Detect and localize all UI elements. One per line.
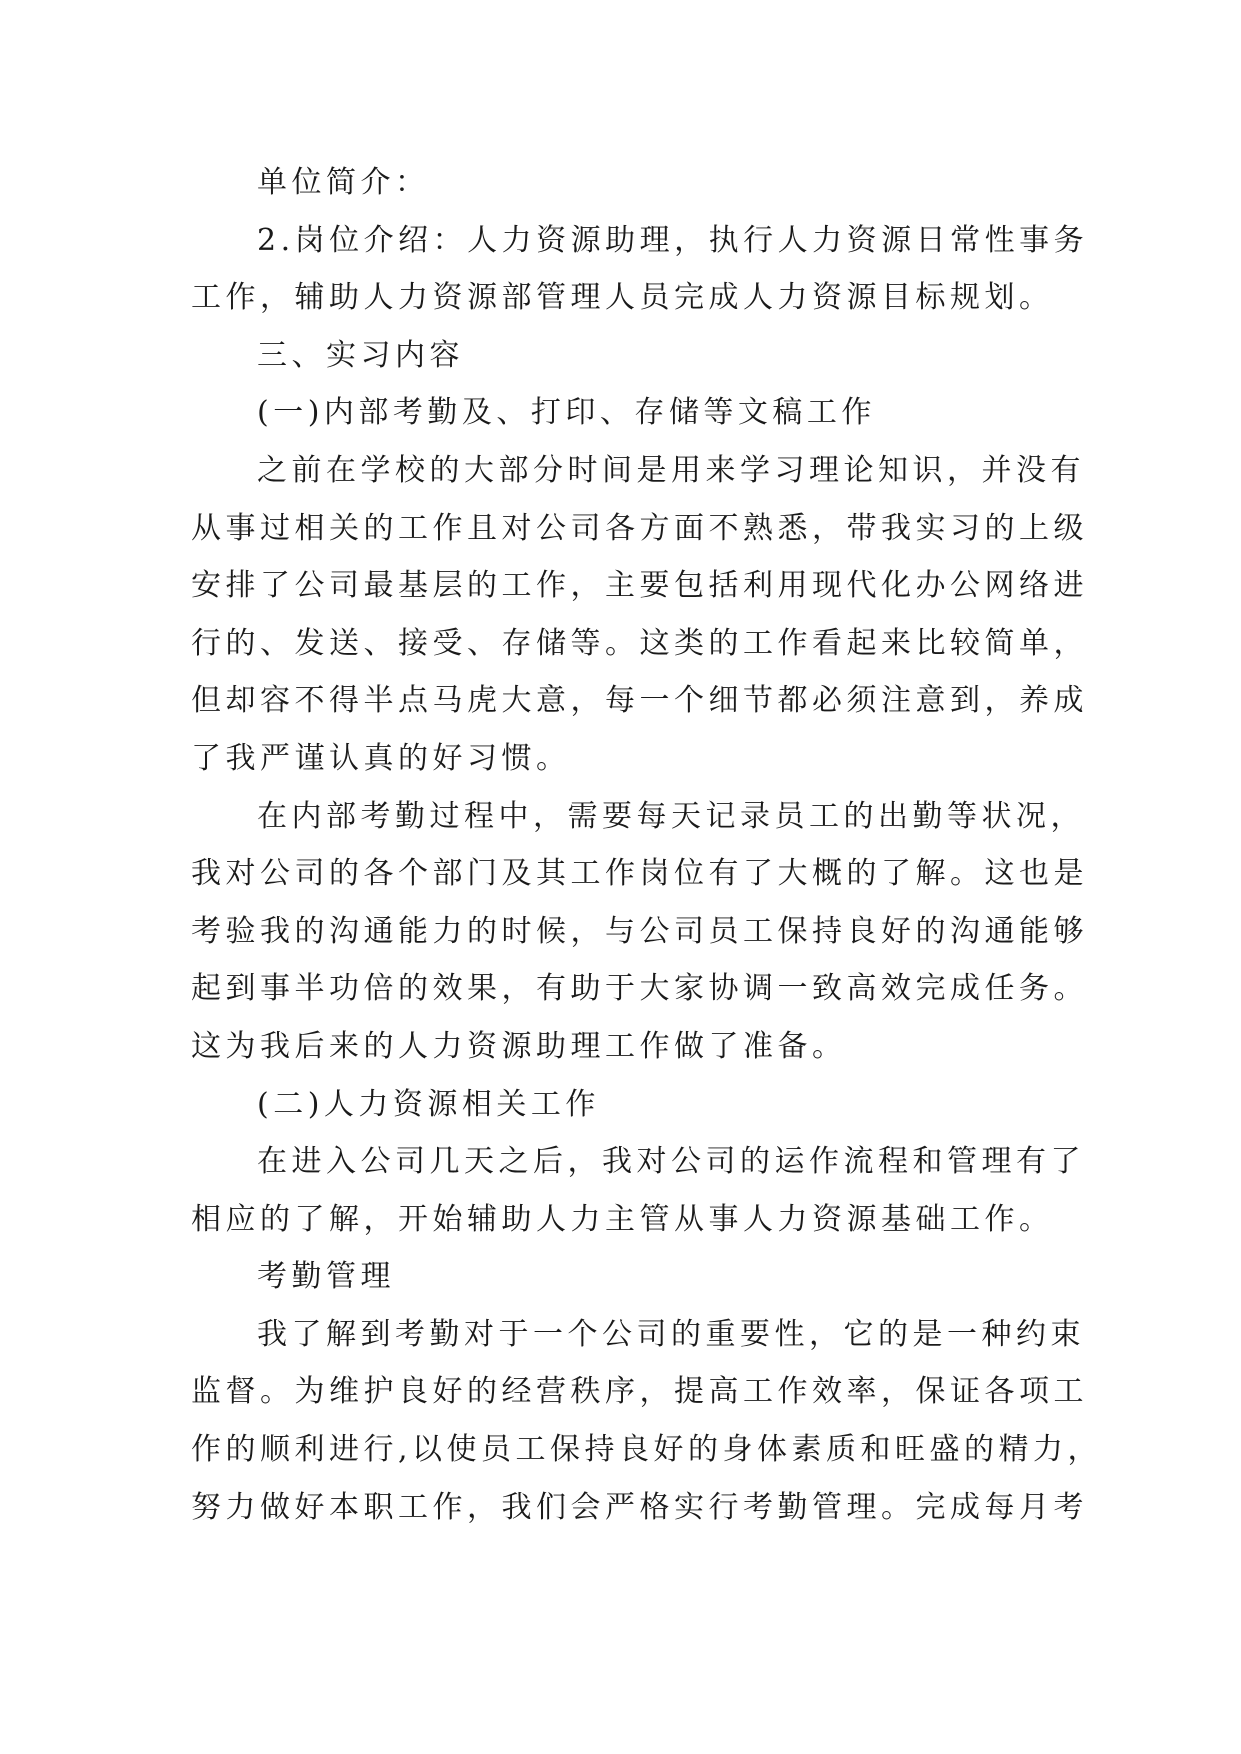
section-heading: 三、实习内容 bbox=[257, 337, 464, 373]
paragraph-line: 作的顺利进行,以使员工保持良好的身体素质和旺盛的精力， bbox=[191, 1432, 1103, 1468]
paragraph-line: 我对公司的各个部门及其工作岗位有了大概的了解。这也是 bbox=[191, 856, 1088, 892]
paragraph-line: 工作，辅助人力资源部管理人员完成人力资源目标规划。 bbox=[191, 280, 1054, 316]
paragraph-line: 监督。为维护良好的经营秩序，提高工作效率，保证各项工 bbox=[191, 1374, 1088, 1410]
paragraph-line: 行的、发送、接受、存储等。这类的工作看起来比较简单， bbox=[191, 625, 1088, 661]
paragraph-line: 努力做好本职工作，我们会严格实行考勤管理。完成每月考 bbox=[191, 1489, 1088, 1525]
subsection-heading: (一)内部考勤及、打印、存储等文稿工作 bbox=[257, 395, 876, 431]
subsection-heading: (二)人力资源相关工作 bbox=[257, 1086, 600, 1122]
paragraph-line: 了我严谨认真的好习惯。 bbox=[191, 740, 571, 776]
paragraph-line: 单位简介： bbox=[257, 165, 430, 200]
paragraph-line: 2.岗位介绍：人力资源助理，执行人力资源日常性事务 bbox=[257, 222, 1089, 258]
paragraph-line: 我了解到考勤对于一个公司的重要性，它的是一种约束 bbox=[257, 1316, 1085, 1352]
paragraph-line: 但却容不得半点马虎大意，每一个细节都必须注意到，养成 bbox=[191, 683, 1088, 719]
paragraph-line: 起到事半功倍的效果，有助于大家协调一致高效完成任务。 bbox=[191, 971, 1088, 1007]
paragraph-line: 在内部考勤过程中，需要每天记录员工的出勤等状况， bbox=[257, 798, 1085, 834]
paragraph-line: 之前在学校的大部分时间是用来学习理论知识，并没有 bbox=[257, 452, 1085, 488]
paragraph-line: 从事过相关的工作且对公司各方面不熟悉，带我实习的上级 bbox=[191, 510, 1088, 546]
paragraph-line: 相应的了解，开始辅助人力主管从事人力资源基础工作。 bbox=[191, 1201, 1054, 1237]
paragraph-line: 安排了公司最基层的工作，主要包括利用现代化办公网络进 bbox=[191, 568, 1088, 604]
paragraph-line: 在进入公司几天之后，我对公司的运作流程和管理有了 bbox=[257, 1144, 1085, 1180]
paragraph-line: 考验我的沟通能力的时候，与公司员工保持良好的沟通能够 bbox=[191, 913, 1088, 949]
topic-heading: 考勤管理 bbox=[257, 1259, 395, 1295]
paragraph-line: 这为我后来的人力资源助理工作做了准备。 bbox=[191, 1028, 847, 1064]
document-body bbox=[191, 154, 1103, 1536]
